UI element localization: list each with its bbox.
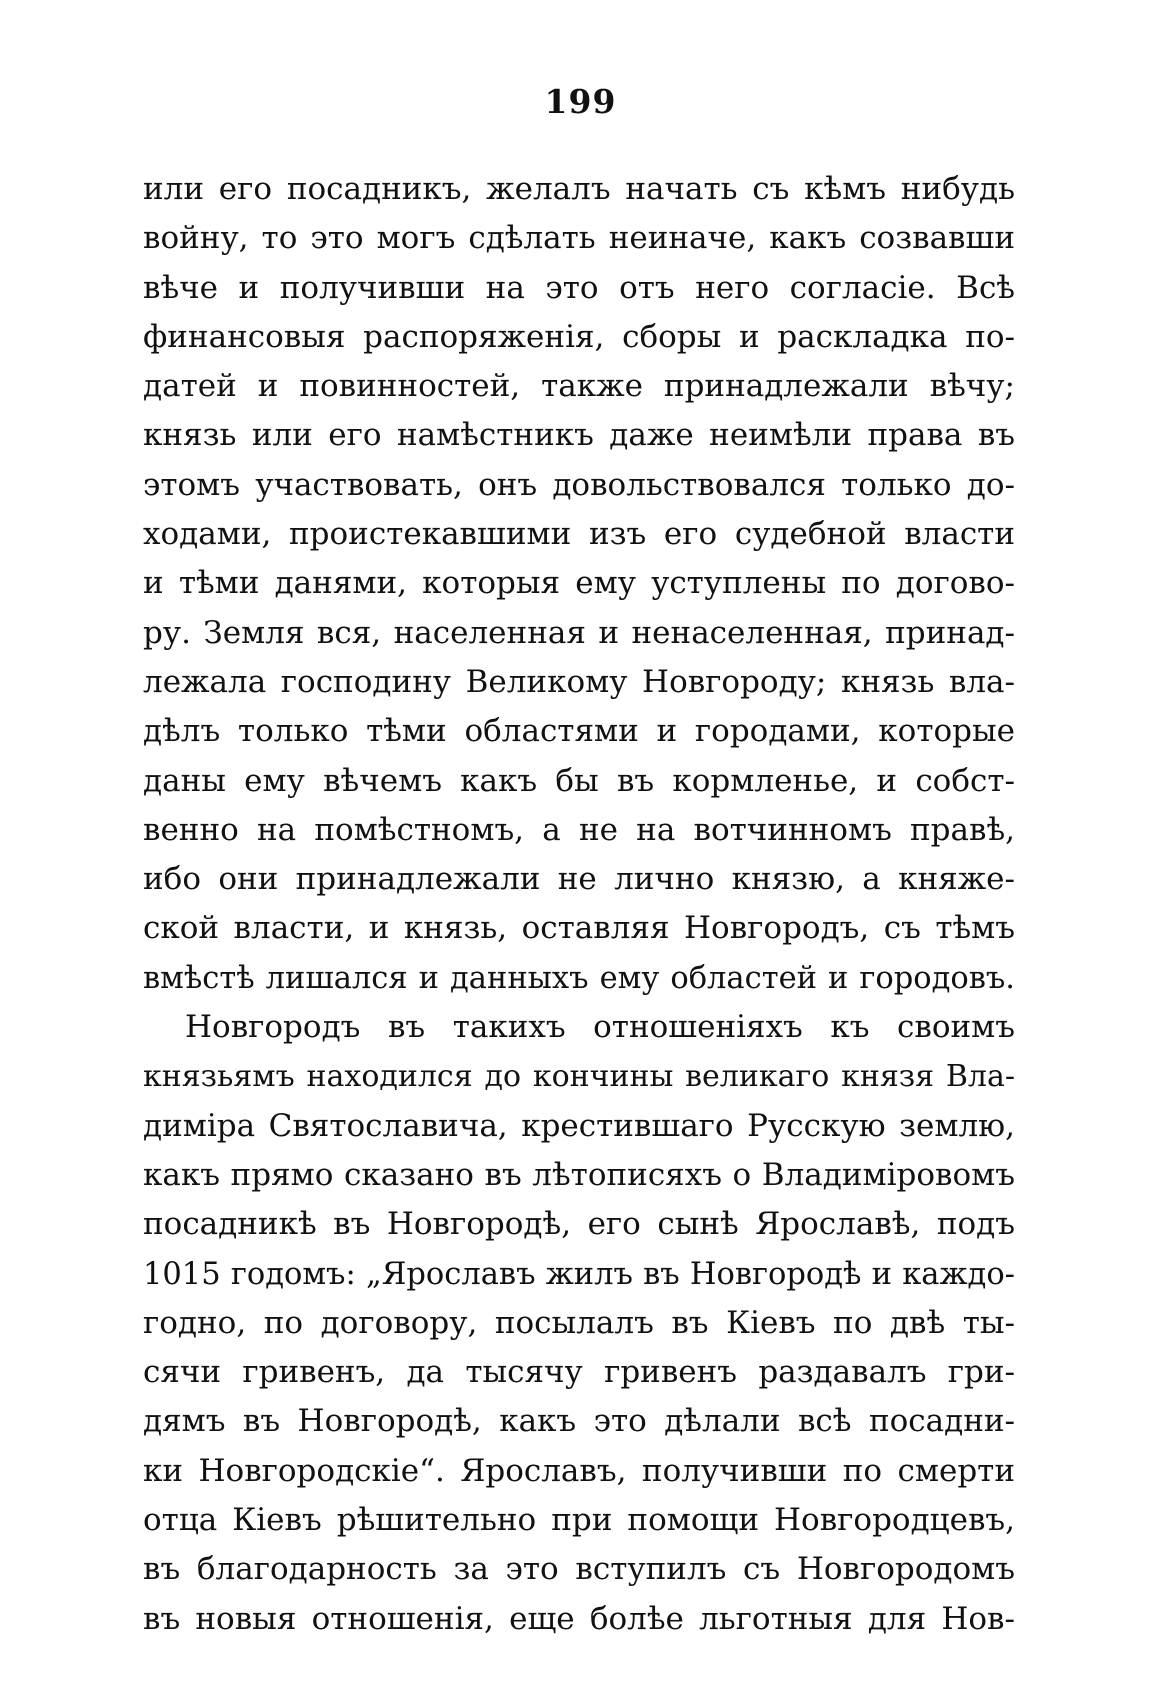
text-line: финансовыя распоряженія, сборы и раскладка по- bbox=[143, 318, 1015, 355]
text-line: ходами, проистекавшими изъ его судебной власти bbox=[143, 516, 1015, 553]
text-line: диміра Святославича, крестившаго Русскую землю, bbox=[143, 1107, 1015, 1144]
text-line: отца Кіевъ рѣшительно при помощи Новгородцевъ, bbox=[143, 1502, 1015, 1539]
page-number: 199 bbox=[544, 82, 617, 121]
text-line: въ благодарность за это вступилъ съ Новгородомъ bbox=[143, 1551, 1015, 1588]
text-line: вѣче и получивши на это отъ него согласіе. Всѣ bbox=[143, 269, 1015, 306]
text-line: ру. Земля вся, населенная и ненаселенная, принад- bbox=[143, 614, 1015, 651]
text-line: и тѣми данями, которыя ему уступлены по догово- bbox=[143, 565, 1015, 602]
text-line: князь или его намѣстникъ даже неимѣли права въ bbox=[143, 417, 1015, 454]
text-line: князьямъ находился до кончины великаго князя Вла- bbox=[143, 1059, 1015, 1095]
text-line: вмѣстѣ лишался и данныхъ ему областей и городовъ. bbox=[143, 960, 1015, 996]
text-line: посадникѣ въ Новгородѣ, его сынѣ Ярославѣ, подъ bbox=[143, 1206, 1015, 1243]
text-line: войну, то это могъ сдѣлать неиначе, какъ созвавши bbox=[143, 220, 1015, 257]
text-line: дямъ въ Новгородѣ, какъ это дѣлали всѣ посадни- bbox=[143, 1403, 1015, 1440]
text-line: сячи гривенъ, да тысячу гривенъ раздавалъ гри- bbox=[143, 1354, 1015, 1391]
text-line: ибо они принадлежали не лично князю, а княже- bbox=[143, 861, 1015, 898]
text-line: венно на помѣстномъ, а не на вотчинномъ правѣ, bbox=[143, 811, 1015, 848]
text-line: или его посадникъ, желалъ начать съ кѣмъ нибудь bbox=[143, 171, 1015, 207]
text-line: этомъ участвовать, онъ довольствовался только до- bbox=[143, 466, 1015, 503]
text-line: даны ему вѣчемъ какъ бы въ кормленье, и собст- bbox=[143, 762, 1015, 799]
text-line: въ новыя отношенія, еще болѣе льготныя для Нов- bbox=[143, 1600, 1015, 1637]
text-line: датей и повинностей, также принадлежали вѣчу; bbox=[143, 368, 1015, 405]
text-line: лежала господину Великому Новгороду; князь вла- bbox=[143, 663, 1015, 700]
text-line: какъ прямо сказано въ лѣтописяхъ о Владиміровомъ bbox=[143, 1156, 1015, 1193]
text-line: ки Новгородскіе“. Ярославъ, получивши по смерти bbox=[143, 1452, 1015, 1489]
body-text bbox=[143, 165, 1015, 1644]
text-line: Новгородъ въ такихъ отношеніяхъ къ своимъ bbox=[185, 1009, 1015, 1046]
text-line: ской власти, и князь, оставляя Новгородъ, съ тѣмъ bbox=[143, 910, 1015, 947]
text-line: 1015 годомъ: „Ярославъ жилъ въ Новгородѣ и каждо- bbox=[143, 1256, 1015, 1292]
text-line: годно, по договору, посылалъ въ Кіевъ по двѣ ты- bbox=[143, 1304, 1015, 1341]
text-line: дѣлъ только тѣми областями и городами, которые bbox=[143, 713, 1015, 750]
